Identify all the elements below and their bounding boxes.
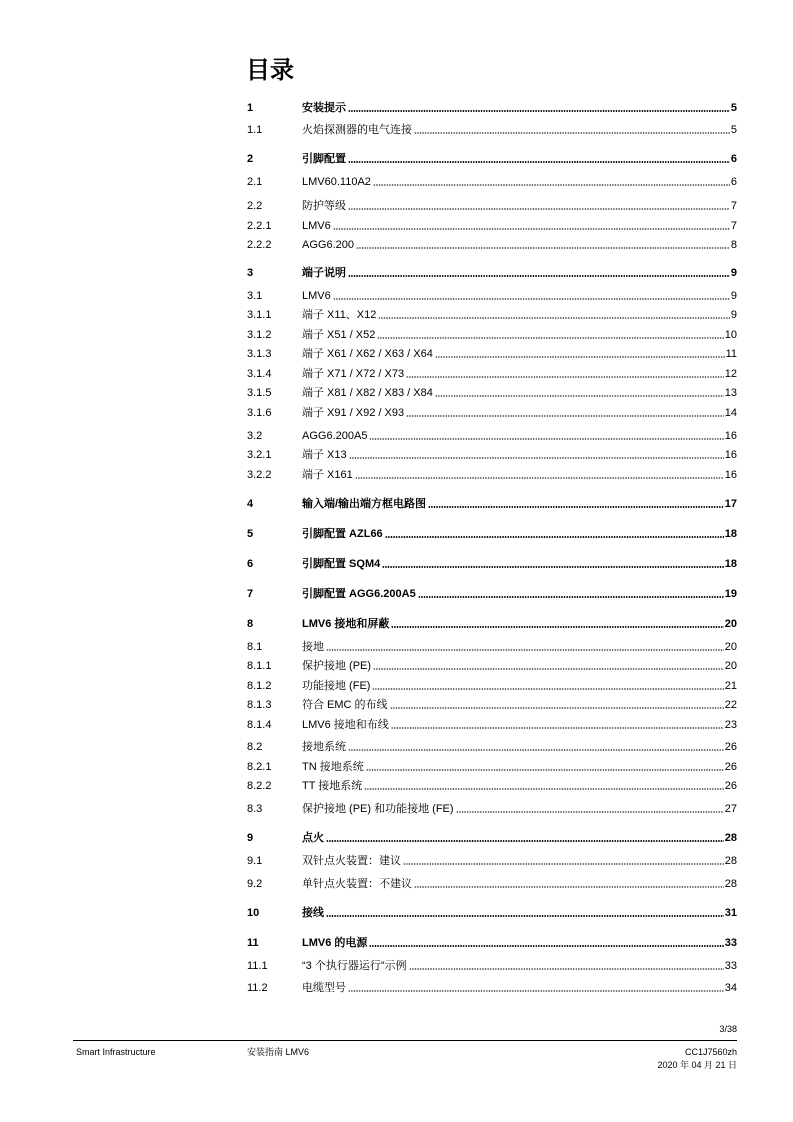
toc-leader [348, 275, 730, 277]
toc-leader [378, 317, 729, 319]
toc-entry[interactable] [247, 152, 737, 166]
toc-entry-title: AGG6.200A5 [302, 430, 368, 442]
toc-entry-page: 27 [724, 803, 737, 815]
toc-leader [333, 228, 730, 230]
toc-entry-page: 13 [724, 387, 737, 399]
toc-entry-page: 5 [730, 124, 737, 136]
toc-entry-title: TN 接地系统 [302, 761, 364, 773]
toc-entry-title: 功能接地 (FE) [302, 680, 371, 692]
toc-entry-page: 28 [724, 878, 737, 890]
toc-entry-number: 9.2 [247, 878, 263, 890]
toc-entry-number: 3.2.2 [247, 469, 272, 481]
toc-leader [391, 727, 724, 729]
toc-entry-page: 26 [724, 761, 737, 773]
toc-entry[interactable] [247, 406, 737, 420]
toc-entry-number: 1.1 [247, 124, 263, 136]
footer-document-code: CC1J7560zh [684, 1047, 737, 1057]
toc-leader [369, 945, 723, 947]
toc-entry-page: 8 [730, 239, 737, 251]
toc-entry-title: LMV6 [302, 290, 331, 302]
toc-leader [348, 990, 724, 992]
toc-entry[interactable] [247, 367, 737, 381]
toc-leader [391, 626, 723, 628]
toc-entry-page: 20 [724, 660, 737, 672]
toc-entry[interactable] [247, 468, 737, 482]
toc-entry-number: 11 [247, 937, 259, 949]
toc-entry-page: 26 [724, 741, 737, 753]
toc-entry-page: 22 [724, 699, 737, 711]
toc-entry[interactable] [247, 831, 737, 845]
toc-entry-title: 火焰探测器的电气连接 [302, 124, 412, 136]
toc-entry-title: 符合 EMC 的布线 [302, 699, 388, 711]
toc-entry[interactable] [247, 981, 737, 995]
toc-entry-page: 31 [724, 907, 737, 919]
toc-entry-title: 引脚配置 AZL66 [302, 528, 383, 540]
toc-entry-title: 引脚配置 SQM4 [302, 558, 381, 570]
toc-leader [348, 110, 730, 112]
toc-entry-title: 输入端/输出端方框电路图 [302, 498, 427, 510]
toc-entry-title: LMV6 接地和屏蔽 [302, 618, 390, 630]
toc-entry-number: 3.2 [247, 430, 263, 442]
footer-divider [73, 1040, 737, 1041]
toc-entry-title: 引脚配置 [302, 153, 346, 165]
toc-entry-page: 14 [724, 407, 737, 419]
toc-entry-number: 3.1.5 [247, 387, 272, 399]
toc-entry-page: 6 [730, 153, 737, 165]
toc-leader [409, 968, 724, 970]
toc-entry-title: TT 接地系统 [302, 780, 363, 792]
toc-entry-page: 20 [724, 641, 737, 653]
toc-entry-number: 9.1 [247, 855, 263, 867]
toc-entry[interactable] [247, 175, 737, 189]
toc-leader [373, 668, 724, 670]
toc-entry-page: 9 [730, 309, 737, 321]
toc-entry-page: 9 [730, 267, 737, 279]
toc-entry-page: 7 [730, 200, 737, 212]
toc-entry-number: 3.1.2 [247, 329, 272, 341]
toc-entry[interactable] [247, 199, 737, 213]
toc-entry-title: 端子 X61 / X62 / X63 / X64 [302, 348, 433, 360]
toc-entry-number: 4 [247, 498, 254, 510]
toc-leader [326, 649, 724, 651]
toc-entry-page: 33 [724, 960, 737, 972]
toc-entry[interactable] [247, 802, 737, 816]
toc-entry-title: 安装提示 [302, 102, 346, 114]
toc-entry-title: LMV6 的电源 [302, 937, 368, 949]
toc-leader [326, 915, 724, 917]
toc-entry-title: 端子说明 [302, 267, 346, 279]
toc-entry-number: 3.1.3 [247, 348, 272, 360]
toc-entry-page: 6 [730, 176, 737, 188]
toc-entry-title: 端子 X11、X12 [302, 309, 377, 321]
toc-entry-title: 保护接地 (PE) [302, 660, 372, 672]
toc-leader [403, 863, 724, 865]
footer-document-title: 安装指南 LMV6 [247, 1047, 310, 1057]
page-indicator: 3/38 [719, 1024, 737, 1034]
toc-entry-page: 12 [724, 368, 737, 380]
toc-leader [418, 596, 724, 598]
toc-entry-title: AGG6.200 [302, 239, 354, 251]
toc-leader [382, 566, 724, 568]
toc-entry-number: 8.2 [247, 741, 263, 753]
toc-leader [406, 415, 724, 417]
toc-leader [369, 438, 723, 440]
toc-entry-number: 11.1 [247, 960, 268, 972]
toc-entry[interactable] [247, 617, 737, 631]
toc-leader [356, 247, 730, 249]
toc-entry-page: 21 [724, 680, 737, 692]
toc-entry[interactable] [247, 587, 737, 601]
toc-entry[interactable] [247, 328, 737, 342]
toc-leader [414, 886, 724, 888]
toc-entry[interactable] [247, 266, 737, 280]
toc-entry-number: 3.2.1 [247, 449, 272, 461]
toc-entry-title: 引脚配置 AGG6.200A5 [302, 588, 416, 600]
toc-entry-number: 3.1.6 [247, 407, 272, 419]
toc-leader [377, 337, 723, 339]
toc-entry[interactable] [247, 718, 737, 732]
toc-entry-title: 接地 [302, 641, 324, 653]
toc-entry-title: 接地系统 [302, 741, 346, 753]
toc-leader [435, 395, 724, 397]
toc-entry-page: 7 [730, 220, 737, 232]
toc-entry-title: 防护等级 [302, 200, 346, 212]
toc-entry-number: 8.1.4 [247, 719, 272, 731]
toc-entry-title: “3 个执行器运行”示例 [302, 960, 407, 972]
toc-entry-number: 8.1 [247, 641, 263, 653]
toc-entry[interactable] [247, 557, 737, 571]
toc-entry-number: 3 [247, 267, 254, 279]
toc-entry[interactable] [247, 959, 737, 973]
toc-entry-number: 8.3 [247, 803, 263, 815]
toc-entry[interactable] [247, 219, 737, 233]
footer-company: Smart Infrastructure [76, 1047, 156, 1057]
toc-entry-title: LMV6 [302, 220, 331, 232]
toc-leader [348, 161, 730, 163]
toc-entry-page: 28 [724, 855, 737, 867]
toc-entry-page: 10 [724, 329, 737, 341]
toc-entry-page: 16 [724, 430, 737, 442]
toc-entry[interactable] [247, 497, 737, 511]
toc-entry[interactable] [247, 760, 737, 774]
toc-entry-number: 2.1 [247, 176, 263, 188]
toc-leader [348, 208, 730, 210]
toc-entry-title: 端子 X81 / X82 / X83 / X84 [302, 387, 433, 399]
toc-entry[interactable] [247, 101, 737, 115]
toc-entry-number: 10 [247, 907, 260, 919]
toc-leader [355, 477, 724, 479]
toc-entry-number: 3.1.4 [247, 368, 272, 380]
toc-entry-title: 双针点火装置：建议 [302, 855, 401, 867]
toc-entry-number: 1 [247, 102, 254, 114]
toc-entry-page: 5 [730, 102, 737, 114]
toc-entry-page: 23 [724, 719, 737, 731]
toc-entry-title: 点火 [302, 832, 324, 844]
toc-entry-page: 18 [724, 558, 737, 570]
toc-entry-number: 8.2.1 [247, 761, 272, 773]
toc-entry-number: 2.2 [247, 200, 263, 212]
toc-entry-number: 3.1 [247, 290, 263, 302]
toc-entry-number: 8.1.1 [247, 660, 272, 672]
toc-entry-number: 2.2.1 [247, 220, 272, 232]
toc-entry-number: 11.2 [247, 982, 268, 994]
toc-leader [364, 788, 723, 790]
toc-entry-page: 19 [724, 588, 737, 600]
toc-entry-number: 5 [247, 528, 254, 540]
toc-entry[interactable] [247, 854, 737, 868]
toc-entry[interactable] [247, 347, 737, 361]
toc-entry-page: 9 [730, 290, 737, 302]
toc-entry-page: 33 [724, 937, 737, 949]
toc-leader [333, 298, 730, 300]
toc-leader [385, 536, 724, 538]
toc-entry-number: 6 [247, 558, 254, 570]
toc-leader [348, 749, 724, 751]
toc-entry-page: 16 [724, 449, 737, 461]
toc-entry-title: 端子 X13 [302, 449, 347, 461]
toc-entry-number: 8 [247, 618, 254, 630]
toc-entry-number: 8.2.2 [247, 780, 272, 792]
toc-entry-page: 34 [724, 982, 737, 994]
toc-entry[interactable] [247, 679, 737, 693]
toc-entry[interactable] [247, 289, 737, 303]
toc-entry-number: 9 [247, 832, 254, 844]
toc-entry-page: 28 [724, 832, 737, 844]
toc-entry-page: 18 [724, 528, 737, 540]
toc-entry-page: 17 [724, 498, 737, 510]
toc-entry[interactable] [247, 640, 737, 654]
toc-entry-number: 8.1.3 [247, 699, 272, 711]
toc-entry[interactable] [247, 936, 737, 950]
toc-entry[interactable] [247, 123, 737, 137]
toc-leader [428, 506, 724, 508]
toc-entry-title: LMV6 接地和布线 [302, 719, 389, 731]
toc-entry-page: 20 [724, 618, 737, 630]
toc-entry[interactable] [247, 906, 737, 920]
toc-leader [390, 707, 724, 709]
toc-leader [349, 457, 724, 459]
toc-leader [373, 184, 730, 186]
toc-leader [414, 132, 730, 134]
toc-entry-page: 26 [724, 780, 737, 792]
toc-entry[interactable] [247, 238, 737, 252]
page-title: 目录 [246, 57, 294, 84]
footer-date: 2020 年 04 月 21 日 [657, 1060, 737, 1070]
toc-entry[interactable] [247, 698, 737, 712]
toc-entry-number: 3.1.1 [247, 309, 272, 321]
toc-leader [456, 811, 724, 813]
toc-leader [372, 688, 723, 690]
toc-leader [366, 769, 724, 771]
toc-entry-page: 16 [724, 469, 737, 481]
toc-entry-number: 2.2.2 [247, 239, 272, 251]
toc-entry-number: 8.1.2 [247, 680, 272, 692]
toc-entry-title: 接线 [302, 907, 324, 919]
toc-entry[interactable] [247, 429, 737, 443]
toc-entry-number: 2 [247, 153, 254, 165]
toc-entry[interactable] [247, 527, 737, 541]
toc-entry[interactable] [247, 740, 737, 754]
toc-leader [435, 356, 725, 358]
toc-entry-page: 11 [725, 348, 737, 360]
toc-leader [326, 840, 724, 842]
toc-entry-title: LMV60.110A2 [302, 176, 371, 188]
toc-entry-number: 7 [247, 588, 254, 600]
toc-entry[interactable] [247, 659, 737, 673]
toc-entry[interactable] [247, 386, 737, 400]
toc-entry[interactable] [247, 308, 737, 322]
toc-entry-title: 电缆型号 [302, 982, 346, 994]
toc-entry-title: 保护接地 (PE) 和功能接地 (FE) [302, 803, 454, 815]
toc-entry[interactable] [247, 877, 737, 891]
toc-entry-title: 单针点火装置：不建议 [302, 878, 412, 890]
toc-entry-title: 端子 X91 / X92 / X93 [302, 407, 405, 419]
toc-entry[interactable] [247, 779, 737, 793]
toc-entry-title: 端子 X71 / X72 / X73 [302, 368, 405, 380]
toc-entry-title: 端子 X51 / X52 [302, 329, 376, 341]
toc-entry[interactable] [247, 448, 737, 462]
toc-entry-title: 端子 X161 [302, 469, 353, 481]
toc-leader [406, 376, 724, 378]
